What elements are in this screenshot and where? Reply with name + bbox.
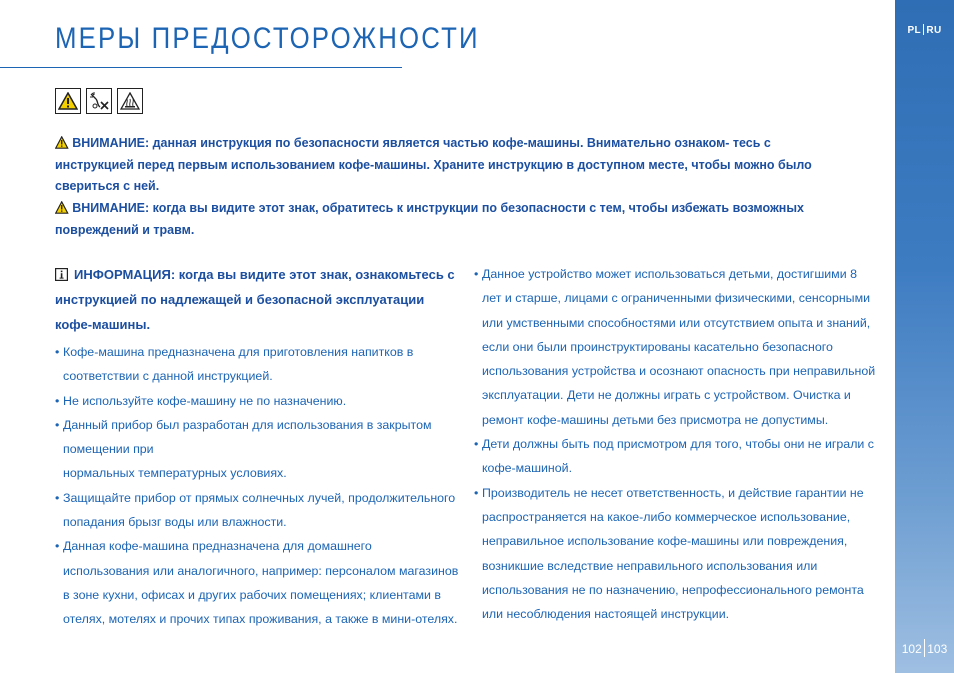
title-underline <box>0 67 402 68</box>
info-text: когда вы видите этот знак, ознакомьтесь с инструкцией по надлежащей и безопасной эксплуатации кофе-машины. <box>55 267 455 332</box>
warning-triangle-icon <box>55 201 68 214</box>
right-column <box>474 262 879 626</box>
page-left: 102 <box>901 642 922 656</box>
list-item: • Кофе-машина предназначена для приготовления напитков в соответствии с данной инструкцией. <box>55 340 460 389</box>
right-bullet-list <box>474 262 879 626</box>
page-numbers <box>895 639 954 657</box>
info-paragraph <box>55 262 460 337</box>
list-item-text: Данный прибор был разработан для использования в закрытом помещении при <box>63 417 432 457</box>
list-item: • Защищайте прибор от прямых солнечных лучей, продолжительного попадания брызг воды или влажности. <box>55 486 460 535</box>
warning-paragraph-2 <box>55 197 842 240</box>
page-title: МЕРЫ ПРЕДОСТОРОЖНОСТИ <box>55 22 480 55</box>
list-item: • Не используйте кофе-машину не по назначению. <box>55 389 460 413</box>
page-right: 103 <box>927 642 948 656</box>
warning-text: когда вы видите этот знак, обратитесь к инструкции по безопасности с тем, чтобы избежать возможных повреждений и травм. <box>55 200 804 237</box>
list-item: • Данное устройство может использоваться детьми, достигшими 8 лет и старше, лицами с ограниченными физическими, сенсорными или умственными способностями или отсутствием опыта и знаний, если они были проинструктированы касательно безопасного использования устройства и осознают опасность при неправильной эксплуатации. Дети не должны играть с устройством. Очистка и ремонт кофе-машины детьми без присмотра не допустимы. <box>474 262 879 432</box>
info-label: ИНФОРМАЦИЯ: <box>74 267 176 282</box>
warning-triangle-icon <box>55 136 68 149</box>
warning-text: данная инструкция по безопасности является частью кофе-машины. Внимательно ознаком- тесь с инструкцией перед первым использованием кофе-машины. Храните инструкцию в доступном месте, чтобы можно было свериться с ней. <box>55 135 812 193</box>
list-item <box>55 413 460 486</box>
lang-separator <box>923 24 925 35</box>
sidebar-strip <box>895 0 954 673</box>
left-column <box>55 262 460 632</box>
lang-pl: PL <box>907 25 921 36</box>
list-item: • Данная кофе-машина предназначена для домашнего использования или аналогичного, например: персоналом магазинов в зоне кухни, офисах и других рабочих помещениях; клиентами в отелях, мотелях и прочих типах проживания, а также в мини-отелях. <box>55 534 460 631</box>
list-item: • Производитель не несет ответственность, и действие гарантии не распространяется на какое-либо коммерческое использование, неправильное использование кофе-машины или повреждения, возникшие вследствие неправильного использования или использования не по назначению, непрофессионального ремонта или несоблюдения настоящей инструкции. <box>474 481 879 627</box>
warning-label: ВНИМАНИЕ: <box>72 200 150 215</box>
safety-icons <box>55 88 143 114</box>
list-item: • Дети должны быть под присмотром для того, чтобы они не играли с кофе-машиной. <box>474 432 879 481</box>
warning-label: ВНИМАНИЕ: <box>72 135 150 150</box>
page-separator <box>924 639 926 657</box>
info-icon <box>55 268 68 281</box>
list-item-continuation: нормальных температурных условиях. <box>63 466 287 481</box>
warning-triangle-icon <box>55 88 81 114</box>
hot-surface-icon <box>117 88 143 114</box>
no-water-spray-icon <box>86 88 112 114</box>
language-indicator <box>895 24 954 36</box>
left-bullet-list <box>55 340 460 632</box>
warning-paragraph-1 <box>55 132 842 197</box>
lang-ru: RU <box>926 25 942 36</box>
